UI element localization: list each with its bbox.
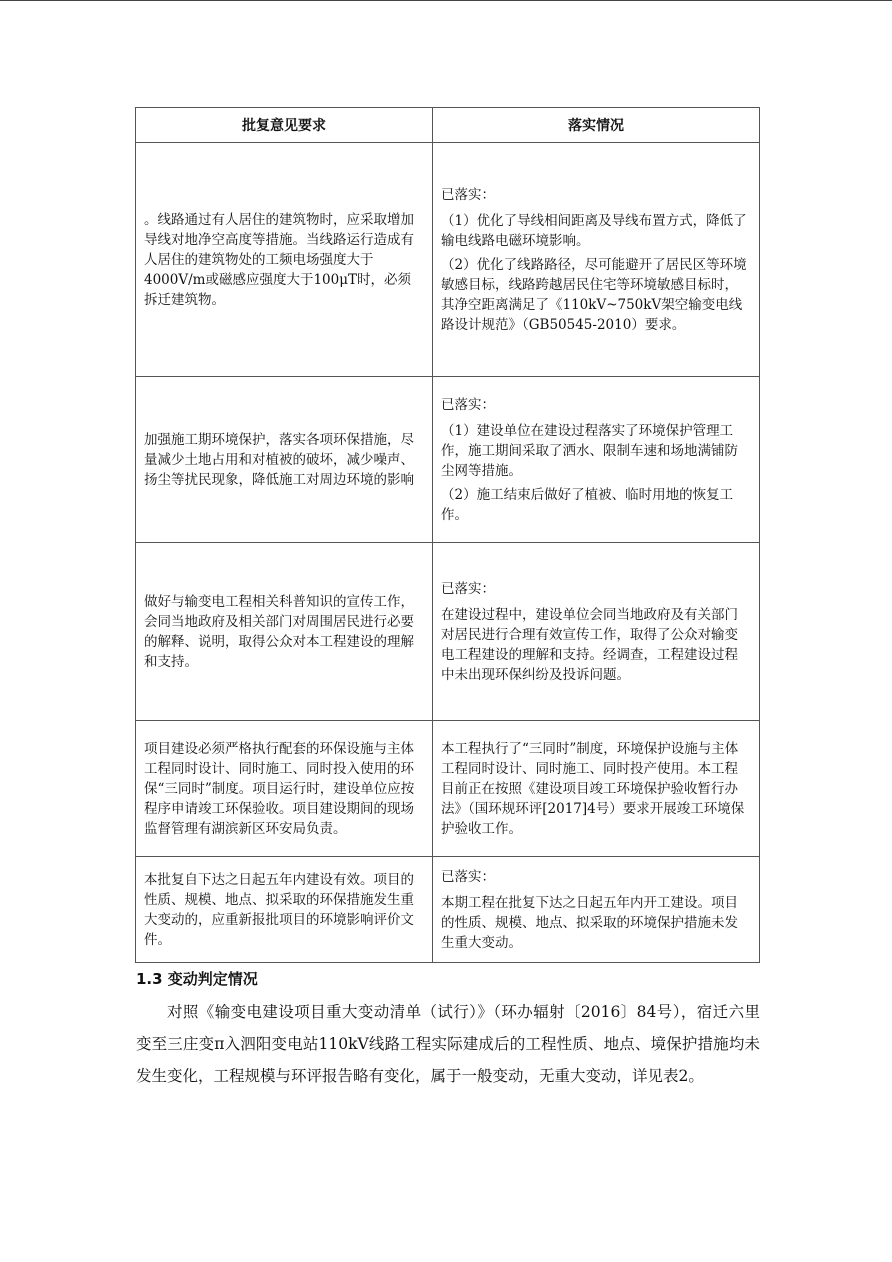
table-row	[136, 377, 760, 543]
approval-table	[135, 107, 760, 963]
table-row	[136, 543, 760, 721]
requirement-cell: 本批复自下达之日起五年内建设有效。项目的性质、规模、地点、拟采取的环保措施发生重大变动的，应重新报批项目的环境影响评价文件。	[136, 857, 433, 963]
status-cell	[433, 543, 760, 721]
table-row	[136, 721, 760, 857]
status-item: 在建设过程中，建设单位会同当地政府及有关部门对居民进行合理有效宣传工作，取得了公众对输变电工程建设的理解和支持。经调查，工程建设过程中未出现环保纠纷及投诉问题。	[441, 606, 738, 683]
section-heading: 1.3 变动判定情况	[136, 970, 258, 988]
status-cell	[433, 857, 760, 963]
requirement-cell: 做好与输变电工程相关科普知识的宣传工作，会同当地政府及相关部门对周围居民进行必要的解释、说明，取得公众对本工程建设的理解和支持。	[136, 543, 433, 721]
table-row	[136, 143, 760, 377]
status-cell	[433, 377, 760, 543]
table-header-row	[136, 108, 760, 143]
body-paragraph: 对照《输变电建设项目重大变动清单（试行）》（环办辐射〔2016〕84号），宿迁六里变至三庄变π入泗阳变电站110kV线路工程实际建成后的工程性质、地点、境保护措施均未发生变化，工程规模与环评报告略有变化，属于一般变动，无重大变动，详见表2。	[136, 1003, 760, 1085]
status-lead: 已落实：	[441, 868, 495, 885]
status-item: （1）建设单位在建设过程落实了环境保护管理工作，施工期间采取了洒水、限制车速和场地满铺防尘网等措施。	[441, 422, 738, 479]
status-lead: 已落实：	[441, 396, 495, 413]
status-item: 本期工程在批复下达之日起五年内开工建设。项目的性质、规模、地点、拟采取的环境保护措施未发生重大变动。	[441, 894, 738, 951]
header-requirement: 批复意见要求	[136, 108, 433, 143]
status-item: 本工程执行了“三同时”制度，环境保护设施与主体工程同时设计、同时施工、同时投产使用。本工程目前正在按照《建设项目竣工环境保护验收暂行办法》（国环规环评[2017]4号）要求开展竣工环境保护验收工作。	[441, 740, 745, 837]
status-lead: 已落实：	[441, 580, 495, 597]
status-item: （2）施工结束后做好了植被、临时用地的恢复工作。	[441, 486, 734, 523]
status-cell	[433, 143, 760, 377]
requirement-cell: 。线路通过有人居住的建筑物时，应采取增加导线对地净空高度等措施。当线路运行造成有人居住的建筑物处的工频电场强度大于4000V/m或磁感应强度大于100μT时，必须拆迁建筑物。	[136, 143, 433, 377]
status-item: （2）优化了线路路径，尽可能避开了居民区等环境敏感目标，线路跨越居民住宅等环境敏感目标时，其净空距离满足了《110kV~750kV架空输变电线路设计规范》（GB50545-2010）要求。	[441, 256, 747, 333]
status-item: （1）优化了导线相间距离及导线布置方式，降低了输电线路电磁环境影响。	[441, 212, 747, 249]
table-row	[136, 857, 760, 963]
status-lead: 已落实：	[441, 186, 495, 203]
requirement-cell: 项目建设必须严格执行配套的环保设施与主体工程同时设计、同时施工、同时投入使用的环保“三同时”制度。项目运行时，建设单位应按程序申请竣工环保验收。项目建设期间的现场监督管理有湖滨新区环安局负责。	[136, 721, 433, 857]
status-cell	[433, 721, 760, 857]
requirement-cell: 加强施工期环境保护，落实各项环保措施，尽量减少土地占用和对植被的破坏，减少噪声、扬尘等扰民现象，降低施工对周边环境的影响	[136, 377, 433, 543]
page-top-border	[0, 0, 892, 1]
header-status: 落实情况	[433, 108, 760, 143]
